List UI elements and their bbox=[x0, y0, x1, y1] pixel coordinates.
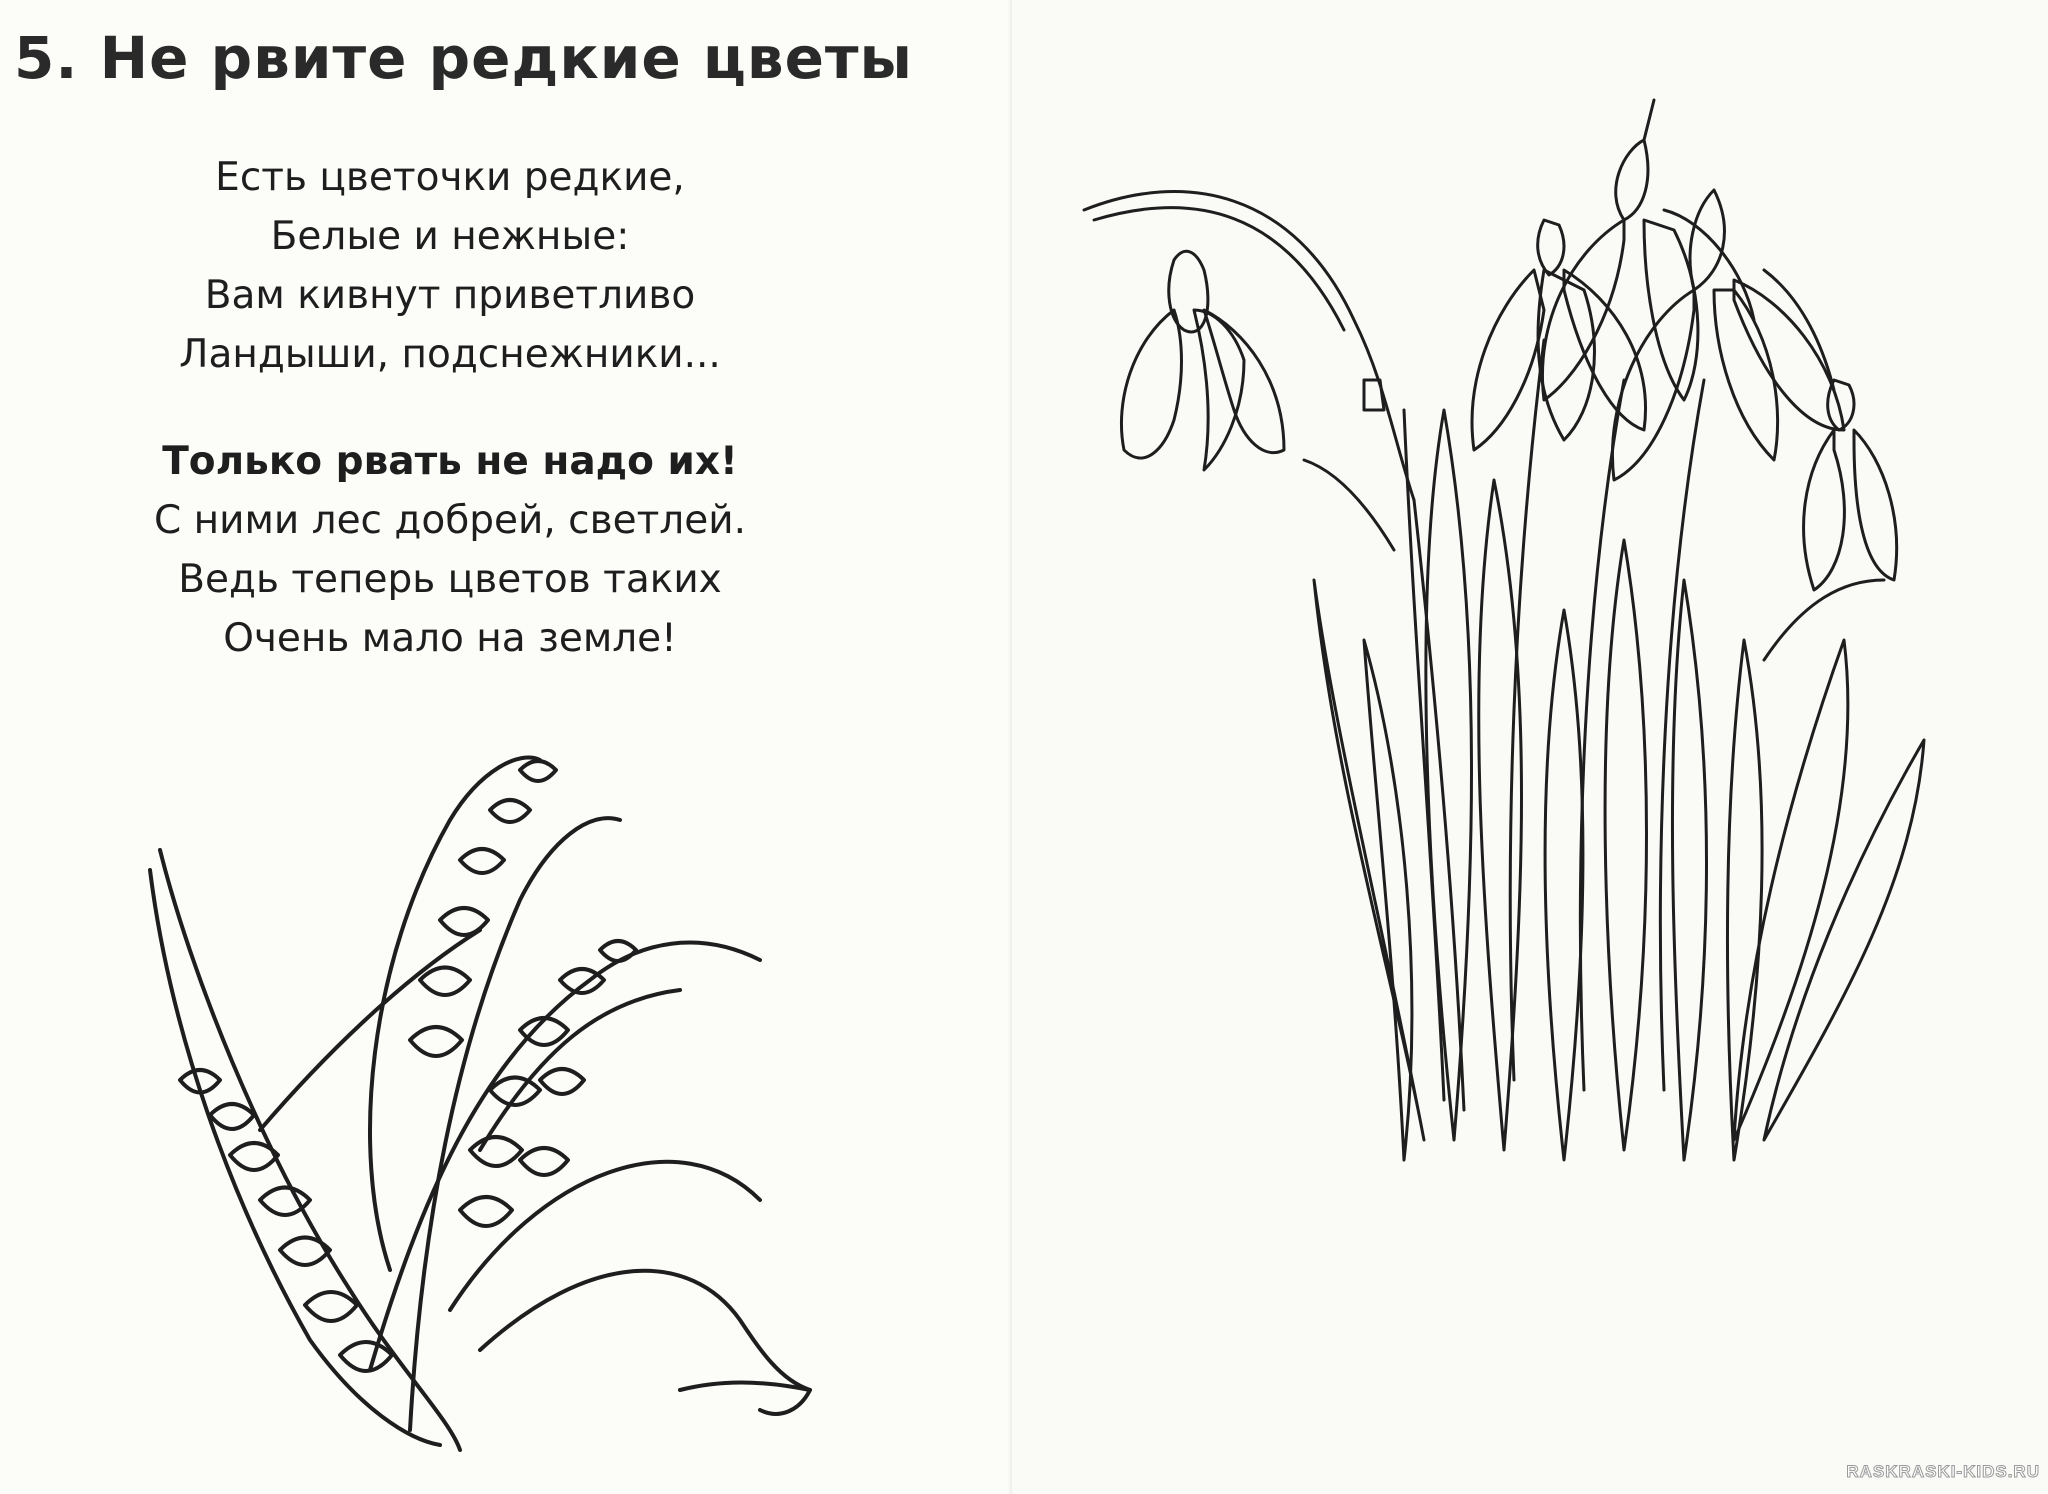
poem-line: Ведь теперь цветов таких bbox=[178, 557, 722, 602]
poem-line: Ландыши, подснежники... bbox=[179, 332, 721, 377]
left-page bbox=[0, 0, 1012, 1494]
poem-line-emphasis: Только рвать не надо их! bbox=[162, 439, 738, 484]
page-title: 5. Не рвите редкие цветы bbox=[14, 24, 913, 92]
poem-line: Есть цветочки редкие, bbox=[215, 155, 685, 200]
poem-line: Белые и нежные: bbox=[270, 214, 630, 259]
right-page bbox=[1012, 0, 2048, 1494]
snowdrops-illustration bbox=[1064, 80, 2024, 1260]
poem-line: С ними лес добрей, светлей. bbox=[154, 498, 746, 543]
poem bbox=[0, 148, 900, 668]
poem-line: Вам кивнут приветливо bbox=[204, 273, 696, 318]
poem-line: Очень мало на земле! bbox=[223, 616, 677, 661]
poem-stanza-2 bbox=[0, 432, 900, 668]
poem-stanza-1 bbox=[0, 148, 900, 384]
watermark: RASKRASKI-KIDS.RU bbox=[1846, 1462, 2040, 1481]
lily-of-the-valley-illustration bbox=[120, 730, 840, 1470]
